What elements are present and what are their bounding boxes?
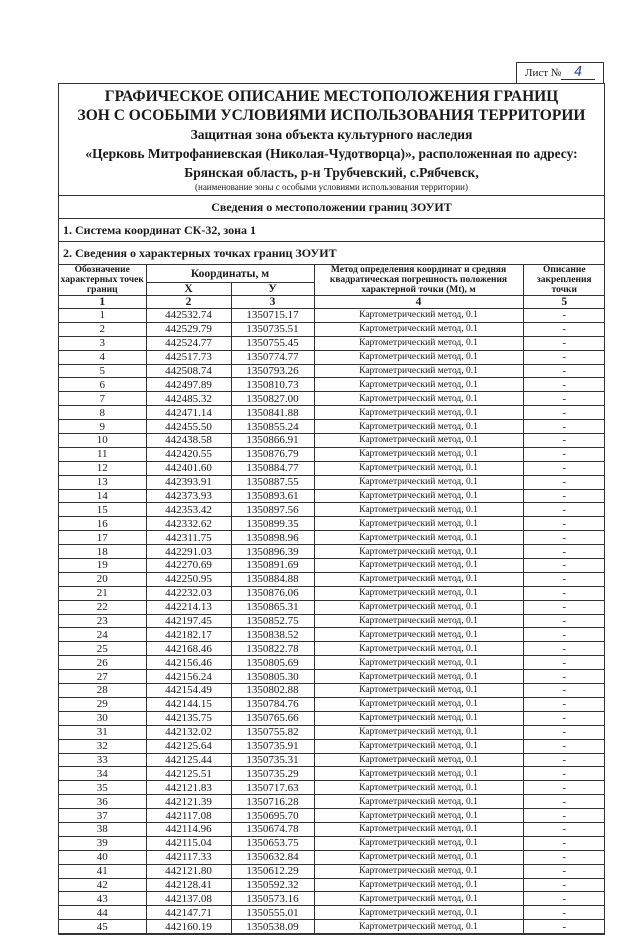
coord-y: 1350735.91: [231, 739, 314, 753]
table-row: [59, 684, 605, 698]
coord-x: 442125.64: [146, 739, 231, 753]
fixing: -: [523, 697, 605, 711]
point-id: 4: [59, 350, 146, 364]
coord-x: 442135.75: [146, 711, 231, 725]
fixing: -: [523, 906, 605, 920]
method: Картометрический метод, 0.1: [314, 795, 523, 809]
point-id: 7: [59, 392, 146, 406]
coord-y: 1350897.56: [231, 503, 314, 517]
coord-x: 442373.93: [146, 489, 231, 503]
coord-x: 442121.39: [146, 795, 231, 809]
method: Картометрический метод, 0.1: [314, 822, 523, 836]
coord-y: 1350555.01: [231, 906, 314, 920]
point-id: 25: [59, 642, 146, 656]
fixing: -: [523, 420, 605, 434]
coord-x: 442144.15: [146, 697, 231, 711]
method: Картометрический метод, 0.1: [314, 322, 523, 336]
table-row: [59, 350, 605, 364]
table-row: [59, 364, 605, 378]
coord-x: 442197.45: [146, 614, 231, 628]
table-row: [59, 545, 605, 559]
coord-y: 1350841.88: [231, 406, 314, 420]
coord-y: 1350893.61: [231, 489, 314, 503]
point-id: 3: [59, 336, 146, 350]
table-row: [59, 809, 605, 823]
fixing: -: [523, 809, 605, 823]
coord-x: 442128.41: [146, 878, 231, 892]
method: Картометрический метод, 0.1: [314, 364, 523, 378]
method: Картометрический метод, 0.1: [314, 531, 523, 545]
coord-y: 1350717.63: [231, 781, 314, 795]
coord-y: 1350674.78: [231, 822, 314, 836]
table-row: [59, 322, 605, 336]
point-id: 23: [59, 614, 146, 628]
point-id: 31: [59, 725, 146, 739]
coord-x: 442147.71: [146, 906, 231, 920]
coord-y: 1350735.51: [231, 322, 314, 336]
coord-y: 1350805.69: [231, 656, 314, 670]
coord-y: 1350899.35: [231, 517, 314, 531]
coord-y: 1350715.17: [231, 309, 314, 323]
fixing: -: [523, 850, 605, 864]
coord-y: 1350802.88: [231, 684, 314, 698]
fixing: -: [523, 406, 605, 420]
fixing: -: [523, 503, 605, 517]
fixing: -: [523, 684, 605, 698]
table-row: [59, 878, 605, 892]
table-row: [59, 836, 605, 850]
method: Картометрический метод, 0.1: [314, 392, 523, 406]
coord-x: 442250.95: [146, 572, 231, 586]
title-line-3: Защитная зона объекта культурного наследия: [190, 127, 473, 142]
method: Картометрический метод, 0.1: [314, 475, 523, 489]
fixing: -: [523, 836, 605, 850]
method: Картометрический метод, 0.1: [314, 850, 523, 864]
coord-y: 1350876.79: [231, 447, 314, 461]
coord-y: 1350653.75: [231, 836, 314, 850]
fixing: -: [523, 628, 605, 642]
fixing: -: [523, 378, 605, 392]
table-row: [59, 336, 605, 350]
coord-y: 1350765.66: [231, 711, 314, 725]
point-id: 44: [59, 906, 146, 920]
fixing: -: [523, 434, 605, 448]
method: Картометрический метод, 0.1: [314, 781, 523, 795]
coord-y: 1350884.77: [231, 461, 314, 475]
coord-x: 442401.60: [146, 461, 231, 475]
coord-x: 442125.51: [146, 767, 231, 781]
table-row: [59, 670, 605, 684]
point-id: 35: [59, 781, 146, 795]
coord-y: 1350805.30: [231, 670, 314, 684]
method: Картометрический метод, 0.1: [314, 489, 523, 503]
fixing: -: [523, 656, 605, 670]
fixing: -: [523, 614, 605, 628]
fixing: -: [523, 447, 605, 461]
coord-x: 442214.13: [146, 600, 231, 614]
method: Картометрический метод, 0.1: [314, 336, 523, 350]
fixing: -: [523, 309, 605, 323]
coord-y: 1350592.32: [231, 878, 314, 892]
table-row: [59, 795, 605, 809]
fixing: -: [523, 753, 605, 767]
coord-x: 442156.46: [146, 656, 231, 670]
col-number-3: 3: [231, 296, 314, 309]
coord-x: 442508.74: [146, 364, 231, 378]
table-row: [59, 475, 605, 489]
fixing: -: [523, 475, 605, 489]
point-id: 6: [59, 378, 146, 392]
point-id: 32: [59, 739, 146, 753]
title-block: [59, 84, 604, 196]
col-number-1: 1: [59, 296, 146, 309]
table-row: [59, 600, 605, 614]
table-row: [59, 628, 605, 642]
col-number-2: 2: [146, 296, 231, 309]
coord-x: 442485.32: [146, 392, 231, 406]
points-heading: 2. Сведения о характерных точках границ ЗОУИТ: [63, 246, 337, 260]
method: Картометрический метод, 0.1: [314, 836, 523, 850]
coord-y: 1350884.88: [231, 572, 314, 586]
table-row: [59, 656, 605, 670]
coord-y: 1350612.29: [231, 864, 314, 878]
point-id: 40: [59, 850, 146, 864]
point-id: 14: [59, 489, 146, 503]
points-table: [59, 264, 605, 934]
point-id: 33: [59, 753, 146, 767]
point-id: 34: [59, 767, 146, 781]
method: Картометрический метод, 0.1: [314, 725, 523, 739]
header-x: X: [146, 283, 231, 296]
coord-x: 442332.62: [146, 517, 231, 531]
point-id: 24: [59, 628, 146, 642]
method: Картометрический метод, 0.1: [314, 378, 523, 392]
fixing: -: [523, 461, 605, 475]
header-method: Метод определения координат и средняя квадратическая погрешность положения характерной точки (Mt), м: [314, 265, 523, 296]
coord-x: 442291.03: [146, 545, 231, 559]
coord-x: 442137.08: [146, 892, 231, 906]
title-line-2: ЗОН С ОСОБЫМИ УСЛОВИЯМИ ИСПОЛЬЗОВАНИЯ ТЕРРИТОРИИ: [77, 107, 586, 124]
coord-x: 442420.55: [146, 447, 231, 461]
point-id: 39: [59, 836, 146, 850]
coord-x: 442455.50: [146, 420, 231, 434]
method: Картометрический метод, 0.1: [314, 614, 523, 628]
point-id: 42: [59, 878, 146, 892]
table-row: [59, 906, 605, 920]
coord-y: 1350716.28: [231, 795, 314, 809]
coord-x: 442114.96: [146, 822, 231, 836]
point-id: 26: [59, 656, 146, 670]
method: Картометрический метод, 0.1: [314, 572, 523, 586]
coord-x: 442160.19: [146, 920, 231, 934]
header-fixing: Описание закрепления точки: [523, 265, 605, 296]
coord-x: 442182.17: [146, 628, 231, 642]
coord-y: 1350891.69: [231, 559, 314, 573]
method: Картометрический метод, 0.1: [314, 920, 523, 934]
point-id: 9: [59, 420, 146, 434]
title-line-4: «Церковь Митрофаниевская (Николая-Чудотворца)», расположенная по адресу:: [85, 146, 578, 161]
point-id: 11: [59, 447, 146, 461]
method: Картометрический метод, 0.1: [314, 753, 523, 767]
point-id: 30: [59, 711, 146, 725]
method: Картометрический метод, 0.1: [314, 878, 523, 892]
table-row: [59, 697, 605, 711]
method: Картометрический метод, 0.1: [314, 864, 523, 878]
coord-x: 442393.91: [146, 475, 231, 489]
fixing: -: [523, 781, 605, 795]
method: Картометрический метод, 0.1: [314, 767, 523, 781]
table-row: [59, 586, 605, 600]
coord-x: 442311.75: [146, 531, 231, 545]
fixing: -: [523, 322, 605, 336]
method: Картометрический метод, 0.1: [314, 517, 523, 531]
coord-x: 442524.77: [146, 336, 231, 350]
method: Картометрический метод, 0.1: [314, 350, 523, 364]
method: Картометрический метод, 0.1: [314, 503, 523, 517]
point-id: 43: [59, 892, 146, 906]
point-id: 37: [59, 809, 146, 823]
coord-x: 442121.83: [146, 781, 231, 795]
coord-y: 1350852.75: [231, 614, 314, 628]
coord-y: 1350822.78: [231, 642, 314, 656]
coord-y: 1350735.31: [231, 753, 314, 767]
fixing: -: [523, 864, 605, 878]
method: Картометрический метод, 0.1: [314, 420, 523, 434]
point-id: 8: [59, 406, 146, 420]
fixing: -: [523, 822, 605, 836]
fixing: -: [523, 892, 605, 906]
method: Картометрический метод, 0.1: [314, 545, 523, 559]
table-row: [59, 892, 605, 906]
point-id: 45: [59, 920, 146, 934]
fixing: -: [523, 336, 605, 350]
point-id: 20: [59, 572, 146, 586]
coord-y: 1350810.73: [231, 378, 314, 392]
coord-x: 442517.73: [146, 350, 231, 364]
table-row: [59, 447, 605, 461]
title-line-5: Брянская область, р-н Трубчевский, с.Рябчевск,: [184, 165, 479, 180]
coord-system: 1. Система координат СК-32, зона 1: [59, 219, 604, 242]
fixing: -: [523, 795, 605, 809]
method: Картометрический метод, 0.1: [314, 447, 523, 461]
point-id: 12: [59, 461, 146, 475]
table-body: [59, 309, 605, 934]
coord-x: 442232.03: [146, 586, 231, 600]
coord-y: 1350632.84: [231, 850, 314, 864]
table-row: [59, 753, 605, 767]
fixing: -: [523, 711, 605, 725]
fixing: -: [523, 670, 605, 684]
method: Картометрический метод, 0.1: [314, 461, 523, 475]
table-row: [59, 503, 605, 517]
point-id: 41: [59, 864, 146, 878]
coord-y: 1350774.77: [231, 350, 314, 364]
coord-x: 442270.69: [146, 559, 231, 573]
header-coordinates: Координаты, м: [146, 265, 314, 283]
coord-y: 1350887.55: [231, 475, 314, 489]
table-row: [59, 392, 605, 406]
coord-x: 442117.08: [146, 809, 231, 823]
fixing: -: [523, 559, 605, 573]
point-id: 36: [59, 795, 146, 809]
method: Картометрический метод, 0.1: [314, 559, 523, 573]
coord-y: 1350898.96: [231, 531, 314, 545]
coord-x: 442121.80: [146, 864, 231, 878]
coord-y: 1350755.82: [231, 725, 314, 739]
sheet-label: Лист №: [525, 67, 562, 79]
fixing: -: [523, 767, 605, 781]
point-id: 17: [59, 531, 146, 545]
fixing: -: [523, 725, 605, 739]
table-row: [59, 420, 605, 434]
point-id: 38: [59, 822, 146, 836]
table-row: [59, 642, 605, 656]
coord-y: 1350876.06: [231, 586, 314, 600]
coord-y: 1350755.45: [231, 336, 314, 350]
table-row: [59, 309, 605, 323]
coord-x: 442156.24: [146, 670, 231, 684]
table-row: [59, 434, 605, 448]
point-id: 18: [59, 545, 146, 559]
method: Картометрический метод, 0.1: [314, 684, 523, 698]
table-row: [59, 864, 605, 878]
method: Картометрический метод, 0.1: [314, 711, 523, 725]
fixing: -: [523, 586, 605, 600]
method: Картометрический метод, 0.1: [314, 739, 523, 753]
table-row: [59, 572, 605, 586]
document-frame: [58, 83, 605, 935]
point-id: 13: [59, 475, 146, 489]
coord-y: 1350793.26: [231, 364, 314, 378]
col-number-5: 5: [523, 296, 605, 309]
point-id: 27: [59, 670, 146, 684]
coord-y: 1350827.00: [231, 392, 314, 406]
fixing: -: [523, 517, 605, 531]
coord-x: 442353.42: [146, 503, 231, 517]
coord-x: 442497.89: [146, 378, 231, 392]
method: Картометрический метод, 0.1: [314, 906, 523, 920]
method: Картометрический метод, 0.1: [314, 628, 523, 642]
coord-y: 1350573.16: [231, 892, 314, 906]
coord-x: 442132.02: [146, 725, 231, 739]
method: Картометрический метод, 0.1: [314, 670, 523, 684]
coord-x: 442438.58: [146, 434, 231, 448]
table-row: [59, 461, 605, 475]
fixing: -: [523, 600, 605, 614]
fixing: -: [523, 878, 605, 892]
table-row: [59, 517, 605, 531]
fixing: -: [523, 920, 605, 934]
title-caption: (наименование зоны с особыми условиями использования территории): [195, 182, 468, 192]
coord-x: 442532.74: [146, 309, 231, 323]
point-id: 2: [59, 322, 146, 336]
fixing: -: [523, 531, 605, 545]
point-id: 19: [59, 559, 146, 573]
method: Картометрический метод, 0.1: [314, 586, 523, 600]
coord-y: 1350896.39: [231, 545, 314, 559]
point-id: 21: [59, 586, 146, 600]
method: Картометрический метод, 0.1: [314, 892, 523, 906]
method: Картометрический метод, 0.1: [314, 600, 523, 614]
coord-y: 1350865.31: [231, 600, 314, 614]
table-row: [59, 378, 605, 392]
table-row: [59, 822, 605, 836]
fixing: -: [523, 350, 605, 364]
col-number-4: 4: [314, 296, 523, 309]
fixing: -: [523, 572, 605, 586]
table-row: [59, 531, 605, 545]
method: Картометрический метод, 0.1: [314, 656, 523, 670]
header-point-id: Обозначение характерных точек границ: [59, 265, 146, 296]
header-y: У: [231, 283, 314, 296]
point-id: 1: [59, 309, 146, 323]
fixing: -: [523, 642, 605, 656]
coord-y: 1350838.52: [231, 628, 314, 642]
table-row: [59, 406, 605, 420]
coord-y: 1350784.76: [231, 697, 314, 711]
table-row: [59, 489, 605, 503]
fixing: -: [523, 545, 605, 559]
coord-x: 442125.44: [146, 753, 231, 767]
coord-x: 442529.79: [146, 322, 231, 336]
coord-x: 442471.14: [146, 406, 231, 420]
sheet-number: 4: [561, 67, 595, 80]
point-id: 16: [59, 517, 146, 531]
coord-x: 442168.46: [146, 642, 231, 656]
table-row: [59, 711, 605, 725]
section-heading: Сведения о местоположении границ ЗОУИТ: [59, 196, 604, 219]
table-row: [59, 781, 605, 795]
coord-x: 442115.04: [146, 836, 231, 850]
fixing: -: [523, 489, 605, 503]
table-row: [59, 559, 605, 573]
fixing: -: [523, 739, 605, 753]
coord-y: 1350538.09: [231, 920, 314, 934]
point-id: 5: [59, 364, 146, 378]
method: Картометрический метод, 0.1: [314, 809, 523, 823]
coord-y: 1350855.24: [231, 420, 314, 434]
point-id: 15: [59, 503, 146, 517]
table-row: [59, 739, 605, 753]
method: Картометрический метод, 0.1: [314, 642, 523, 656]
fixing: -: [523, 392, 605, 406]
method: Картометрический метод, 0.1: [314, 434, 523, 448]
point-id: 29: [59, 697, 146, 711]
method: Картометрический метод, 0.1: [314, 406, 523, 420]
table-row: [59, 614, 605, 628]
table-row: [59, 850, 605, 864]
fixing: -: [523, 364, 605, 378]
table-row: [59, 920, 605, 934]
method: Картометрический метод, 0.1: [314, 697, 523, 711]
point-id: 10: [59, 434, 146, 448]
table-row: [59, 767, 605, 781]
table-row: [59, 725, 605, 739]
coord-y: 1350735.29: [231, 767, 314, 781]
title-line-1: ГРАФИЧЕСКОЕ ОПИСАНИЕ МЕСТОПОЛОЖЕНИЯ ГРАНИЦ: [104, 88, 559, 105]
coord-y: 1350866.91: [231, 434, 314, 448]
point-id: 22: [59, 600, 146, 614]
coord-y: 1350695.70: [231, 809, 314, 823]
point-id: 28: [59, 684, 146, 698]
coord-x: 442117.33: [146, 850, 231, 864]
coord-x: 442154.49: [146, 684, 231, 698]
sheet-number-box: [516, 62, 604, 83]
method: Картометрический метод, 0.1: [314, 309, 523, 323]
